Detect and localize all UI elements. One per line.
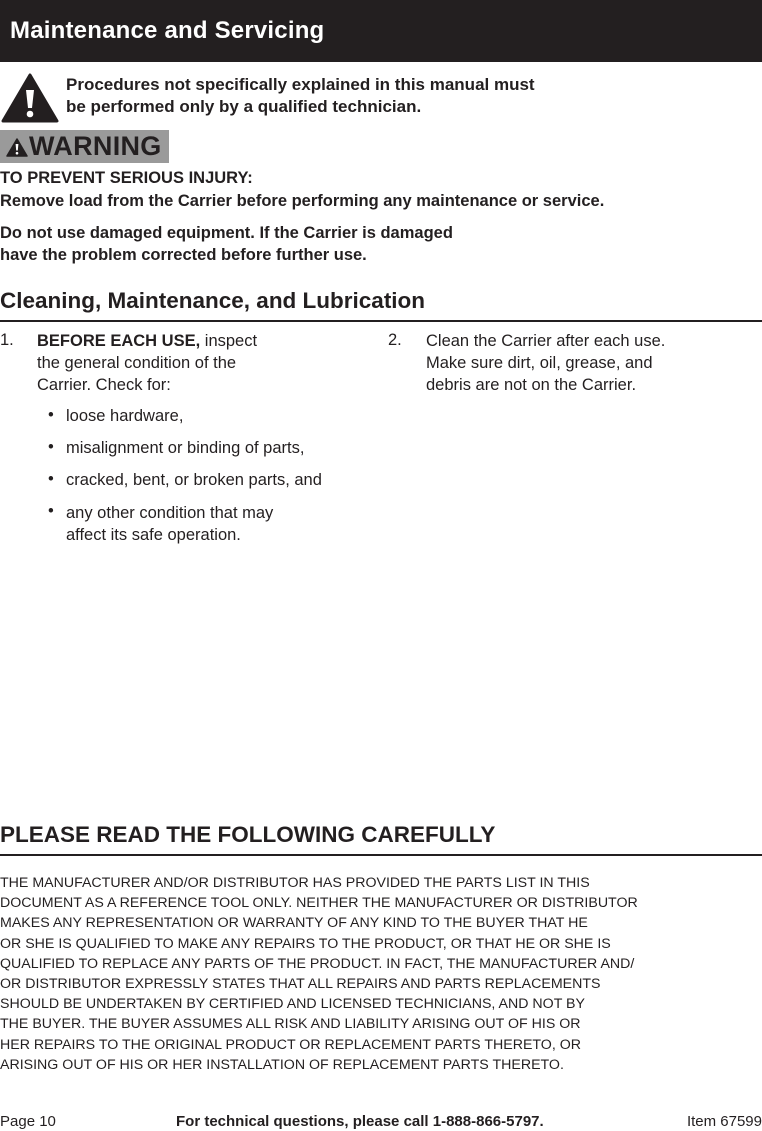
step-2-line: debris are not on the Carrier. — [426, 376, 637, 394]
step-1-line — [37, 330, 257, 352]
legal-line: ARISING OUT OF HIS OR HER INSTALLATION OF REPLACEMENT PARTS THERETO. — [0, 1056, 564, 1073]
bullet-icon: • — [48, 470, 54, 488]
list-item-line: affect its safe operation. — [66, 526, 241, 544]
section-heading-cleaning: Cleaning, Maintenance, and Lubrication — [0, 288, 426, 313]
step-2-line: Make sure dirt, oil, grease, and — [426, 354, 653, 372]
legal-line: SHOULD BE UNDERTAKEN BY CERTIFIED AND LICENSED TECHNICIANS, AND NOT BY — [0, 996, 585, 1013]
caution-triangle-icon — [1, 73, 59, 123]
legal-line: OR SHE IS QUALIFIED TO MAKE ANY REPAIRS TO THE PRODUCT, OR THAT HE OR SHE IS — [0, 935, 611, 952]
step-number: 2. — [388, 331, 402, 349]
step-1-text — [37, 330, 257, 396]
legal-line: OR DISTRIBUTOR EXPRESSLY STATES THAT ALL REPAIRS AND PARTS REPLACEMENTS — [0, 976, 601, 993]
item-number: Item 67599 — [686, 1113, 762, 1130]
step-2-line: Clean the Carrier after each use. — [426, 332, 666, 350]
step-2-text — [426, 330, 665, 396]
warning-line: Remove load from the Carrier before performing any maintenance or service. — [0, 192, 605, 210]
warning-label: WARNING — [29, 131, 162, 161]
step-1-line: Carrier. Check for: — [37, 376, 171, 394]
page-title: Maintenance and Servicing — [10, 17, 325, 44]
list-item: misalignment or binding of parts, — [66, 439, 305, 457]
bullet-icon: • — [48, 406, 54, 424]
step-1-line: the general condition of the — [37, 354, 237, 372]
legal-notice — [0, 873, 762, 1075]
warning-triangle-icon — [6, 138, 28, 157]
legal-line: THE BUYER. THE BUYER ASSUMES ALL RISK AND LIABILITY ARISING OUT OF HIS OR — [0, 1016, 581, 1033]
caution-line: Procedures not specifically explained in this manual must — [66, 75, 535, 94]
legal-line: THE MANUFACTURER AND/OR DISTRIBUTOR HAS PROVIDED THE PARTS LIST IN THIS — [0, 875, 590, 891]
section-heading-notice: PLEASE READ THE FOLLOWING CAREFULLY — [0, 822, 496, 847]
legal-line: HER REPAIRS TO THE ORIGINAL PRODUCT OR REPLACEMENT PARTS THERETO, OR — [0, 1036, 582, 1053]
page-number: Page 10 — [0, 1113, 56, 1130]
step-number: 1. — [0, 331, 14, 349]
list-item — [66, 502, 273, 546]
warning-badge — [0, 130, 169, 163]
caution-line: be performed only by a qualified technician. — [66, 97, 422, 116]
bullet-icon: • — [48, 438, 54, 456]
warning-line: have the problem corrected before further use. — [0, 246, 367, 264]
step-1-bold: BEFORE EACH USE, — [37, 332, 201, 350]
section-divider — [0, 854, 762, 856]
list-item-line: any other condition that may — [66, 504, 274, 522]
legal-line: DOCUMENT AS A REFERENCE TOOL ONLY. NEITHER THE MANUFACTURER OR DISTRIBUTOR — [0, 895, 638, 912]
section-divider — [0, 320, 762, 322]
list-item: cracked, bent, or broken parts, and — [66, 471, 322, 489]
caution-message — [66, 74, 535, 118]
step-1-rest: inspect — [200, 332, 258, 350]
technical-contact: For technical questions, please call 1-888-866-5797. — [176, 1113, 544, 1130]
page-header — [0, 0, 762, 62]
warning-line: Do not use damaged equipment. If the Carrier is damaged — [0, 224, 453, 242]
warning-line: TO PREVENT SERIOUS INJURY: — [0, 169, 253, 187]
list-item: loose hardware, — [66, 407, 184, 425]
bullet-icon: • — [48, 502, 54, 520]
legal-line: QUALIFIED TO REPLACE ANY PARTS OF THE PRODUCT. IN FACT, THE MANUFACTURER AND/ — [0, 955, 635, 972]
legal-line: MAKES ANY REPRESENTATION OR WARRANTY OF ANY KIND TO THE BUYER THAT HE — [0, 915, 588, 932]
